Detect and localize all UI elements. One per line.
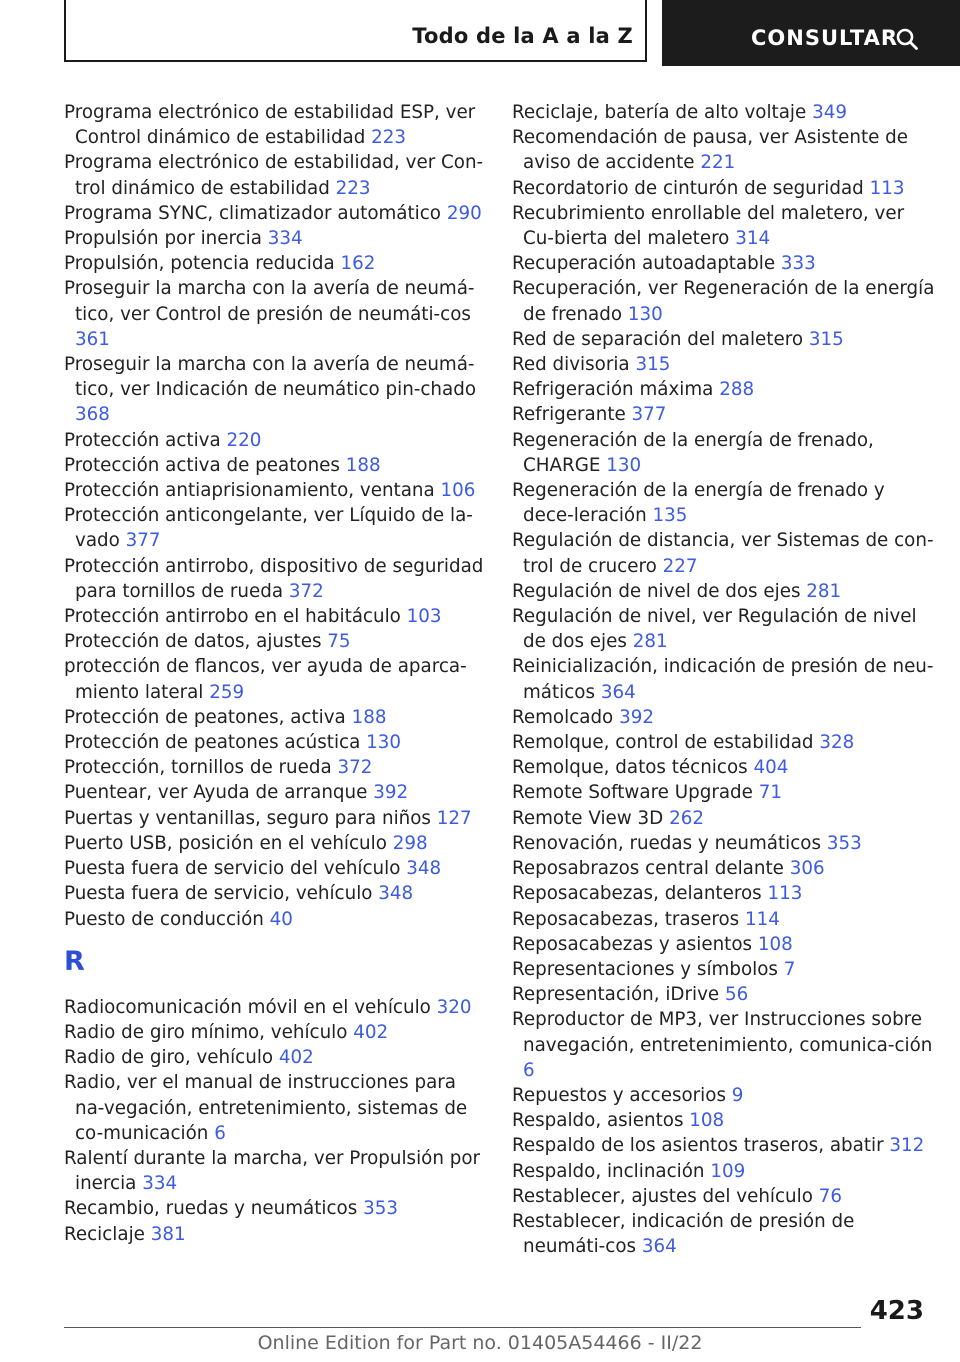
- index-entry: [512, 1108, 937, 1133]
- index-entry-page-link[interactable]: 333: [780, 253, 816, 275]
- index-entry-page-link[interactable]: 76: [818, 1185, 842, 1207]
- index-entry: [512, 276, 937, 326]
- index-entry-page-link[interactable]: 75: [327, 631, 351, 653]
- index-entry: [64, 453, 484, 478]
- index-entry-term: Reposacabezas, traseros: [512, 908, 740, 930]
- index-entry: [64, 276, 484, 352]
- index-entry: [64, 478, 484, 503]
- index-entry-term: Proseguir la marcha con la avería de neumá-tico, ver Control de presión de neumáti-cos: [64, 278, 475, 325]
- index-entry-term: Protección de peatones, activa: [64, 706, 346, 728]
- index-entry-page-link[interactable]: 372: [337, 757, 373, 779]
- index-entry-term: Protección de datos, ajustes: [64, 631, 322, 653]
- index-entry-page-link[interactable]: 348: [378, 883, 414, 905]
- index-entry-page-link[interactable]: 221: [700, 152, 736, 174]
- index-entry-term: Reproductor de MP3, ver Instrucciones sobre navegación, entretenimiento, comunica-ción: [512, 1009, 933, 1056]
- index-entry: [512, 957, 937, 982]
- index-entry-term: Protección, tornillos de rueda: [64, 757, 332, 779]
- index-entry-term: Recomendación de pausa, ver Asistente de aviso de accidente: [512, 127, 909, 174]
- index-entry-term: Respaldo, inclinación: [512, 1160, 705, 1182]
- index-entry-term: Puentear, ver Ayuda de arranque: [64, 782, 368, 804]
- index-entry: [64, 1146, 484, 1196]
- index-entry-page-link[interactable]: 7: [783, 958, 796, 980]
- index-entry-term: Puertas y ventanillas, seguro para niños: [64, 807, 431, 829]
- index-entry-term: Regeneración de la energía de frenado, CHARGE: [512, 429, 874, 476]
- index-entry: [512, 982, 937, 1007]
- index-entry: [512, 1184, 937, 1209]
- index-entry: [512, 528, 937, 578]
- index-entries-right: [512, 100, 937, 1259]
- index-entry-page-link[interactable]: 188: [345, 454, 381, 476]
- index-entry-term: Puesta fuera de servicio, vehículo: [64, 883, 373, 905]
- index-entry-page-link[interactable]: 71: [758, 782, 782, 804]
- index-entry-term: Remote View 3D: [512, 807, 664, 829]
- index-entry-page-link[interactable]: 103: [406, 606, 442, 628]
- index-entry-page-link[interactable]: 223: [371, 127, 407, 149]
- index-entry: [512, 1209, 937, 1259]
- index-entry: [64, 907, 484, 932]
- index-entry-page-link[interactable]: 349: [812, 102, 847, 123]
- index-entry: [64, 428, 484, 453]
- index-entry: [512, 881, 937, 906]
- index-entry: [64, 352, 484, 428]
- index-entry: [512, 780, 937, 805]
- index-entry-page-link[interactable]: 188: [351, 706, 387, 728]
- index-entry: [64, 806, 484, 831]
- index-entry-term: Respaldo de los asientos traseros, abatir: [512, 1135, 884, 1157]
- page-header: [0, 0, 960, 66]
- index-entry: [512, 579, 937, 604]
- index-entry-term: Reposabrazos central delante: [512, 858, 784, 880]
- index-entry-page-link[interactable]: 113: [869, 177, 905, 199]
- index-entry: [64, 755, 484, 780]
- index-entry-term: Propulsión, potencia reducida: [64, 253, 335, 275]
- index-entry-page-link[interactable]: 108: [689, 1110, 725, 1132]
- index-column-left: [64, 100, 484, 1247]
- index-entry-page-link[interactable]: 377: [631, 404, 667, 426]
- index-entry-term: Recuperación, ver Regeneración de la energía de frenado: [512, 278, 935, 325]
- index-entry-term: Radio de giro mínimo, vehículo: [64, 1021, 348, 1043]
- index-entry-term: Refrigeración máxima: [512, 379, 714, 401]
- index-entry-term: protección de flancos, ver ayuda de aparca-miento lateral: [64, 656, 467, 703]
- index-entry-term: Regulación de nivel de dos ejes: [512, 580, 801, 602]
- index-entry-page-link[interactable]: 106: [440, 480, 476, 502]
- index-entry-page-link[interactable]: 334: [267, 228, 303, 250]
- index-entry-term: Refrigerante: [512, 404, 626, 426]
- index-entry-page-link[interactable]: 262: [669, 807, 704, 829]
- index-entry-term: Programa electrónico de estabilidad ESP, ver Control dinámico de estabilidad: [64, 102, 476, 149]
- index-entry: [64, 554, 484, 604]
- index-entry-page-link[interactable]: 288: [719, 379, 755, 401]
- index-entry-term: Renovación, ruedas y neumáticos: [512, 832, 822, 854]
- index-entry: [64, 1222, 484, 1247]
- index-entry: [512, 100, 937, 125]
- index-entry-term: Ralentí durante la marcha, ver Propulsión por inercia: [64, 1147, 481, 1195]
- page-number: 423: [869, 1296, 924, 1326]
- index-entry: [64, 780, 484, 805]
- index-entry-page-link[interactable]: 392: [619, 706, 654, 728]
- index-entry: [64, 730, 484, 755]
- index-entry-term: Reciclaje, batería de alto voltaje: [512, 102, 807, 123]
- index-entry: [512, 604, 937, 654]
- index-entry-page-link[interactable]: 162: [340, 253, 376, 275]
- index-entry-page-link[interactable]: 109: [710, 1160, 746, 1182]
- index-column-right: [512, 100, 937, 1259]
- index-entry-term: Radio, ver el manual de instrucciones para na-vegación, entretenimiento, sistemas de co-municación: [64, 1072, 468, 1144]
- index-entry-term: Red de separación del maletero: [512, 328, 804, 350]
- index-entry: [64, 654, 484, 704]
- index-entry-page-link[interactable]: 372: [288, 580, 324, 602]
- index-entry-term: Recubrimiento enrollable del maletero, ver Cu-bierta del maletero: [512, 202, 905, 250]
- index-entry-term: Respaldo, asientos: [512, 1110, 684, 1132]
- index-entry: [512, 932, 937, 957]
- index-entry: [512, 1083, 937, 1108]
- index-entry: [512, 755, 937, 780]
- index-entry: [512, 654, 937, 704]
- index-entry-term: Programa SYNC, climatizador automático: [64, 202, 441, 224]
- index-entry-page-link[interactable]: 314: [735, 228, 771, 250]
- index-entry-page-link[interactable]: 9: [731, 1084, 744, 1106]
- index-entry: [512, 730, 937, 755]
- index-entry-term: Radiocomunicación móvil en el vehículo: [64, 996, 431, 1018]
- index-entry: [64, 251, 484, 276]
- index-entry-page-link[interactable]: 6: [214, 1122, 226, 1144]
- index-entry-term: Remote Software Upgrade: [512, 782, 753, 804]
- index-entry-page-link[interactable]: 281: [806, 580, 842, 602]
- index-entry-page-link[interactable]: 135: [652, 505, 688, 527]
- index-entry-page-link[interactable]: 56: [724, 984, 749, 1006]
- index-entry-page-link[interactable]: 364: [641, 1236, 677, 1258]
- index-entry-page-link[interactable]: 364: [600, 681, 636, 703]
- index-entry: [512, 1159, 937, 1184]
- index-entry-term: Remolcado: [512, 706, 614, 728]
- index-entry-term: Puesta fuera de servicio del vehículo: [64, 858, 401, 880]
- index-entry-page-link[interactable]: 259: [209, 681, 245, 703]
- index-entry: [64, 995, 484, 1020]
- index-entry-page-link[interactable]: 328: [819, 732, 855, 754]
- index-entry-term: Repuestos y accesorios: [512, 1084, 726, 1106]
- index-entry-term: Protección anticongelante, ver Líquido de la-vado: [64, 505, 473, 552]
- index-entry: [512, 478, 937, 528]
- index-entry-page-link[interactable]: 114: [745, 908, 780, 930]
- index-entry: [64, 629, 484, 654]
- index-entry-term: Protección activa: [64, 429, 221, 451]
- index-entry: [512, 327, 937, 352]
- index-entries-r: [64, 995, 484, 1247]
- index-entry-page-link[interactable]: 108: [757, 933, 793, 955]
- index-entry-term: Protección antirrobo, dispositivo de seguridad para tornillos de rueda: [64, 555, 484, 602]
- index-entry: [64, 201, 484, 226]
- index-entry-page-link[interactable]: 381: [150, 1223, 186, 1245]
- index-entry-page-link[interactable]: 377: [125, 530, 161, 552]
- index-entry: [64, 1070, 484, 1146]
- index-entry-page-link[interactable]: 281: [632, 631, 668, 653]
- index-entry: [512, 907, 937, 932]
- index-entry: [64, 1045, 484, 1070]
- index-entry-term: Regulación de nivel, ver Regulación de nivel de dos ejes: [512, 606, 917, 653]
- index-entry: [512, 352, 937, 377]
- index-entry-page-link[interactable]: 404: [753, 757, 789, 779]
- tab-a-to-z-label: Todo de la A a la Z: [412, 24, 633, 48]
- index-entry-term: Puesto de conducción: [64, 908, 264, 930]
- index-entry-term: Recambio, ruedas y neumáticos: [64, 1198, 358, 1220]
- index-entry-term: Red divisoria: [512, 354, 630, 376]
- index-entry-term: Proseguir la marcha con la avería de neumá-tico, ver Indicación de neumático pin-chado: [64, 354, 477, 401]
- index-entry: [512, 377, 937, 402]
- index-entry-page-link[interactable]: 334: [142, 1173, 178, 1195]
- index-entry-term: Representación, iDrive: [512, 984, 720, 1006]
- index-entry-page-link[interactable]: 223: [335, 177, 371, 199]
- index-entry-page-link[interactable]: 361: [75, 328, 110, 350]
- index-entry-term: Protección antiaprisionamiento, ventana: [64, 480, 435, 502]
- index-entry-page-link[interactable]: 130: [366, 732, 402, 754]
- index-entry: [64, 1196, 484, 1221]
- index-entry-term: Reposacabezas, delanteros: [512, 883, 762, 905]
- index-entry: [64, 856, 484, 881]
- index-entry: [64, 503, 484, 553]
- index-entry-page-link[interactable]: 402: [278, 1047, 314, 1069]
- footer-divider: [64, 1327, 861, 1328]
- index-entry-page-link[interactable]: 368: [75, 404, 110, 426]
- index-entry-page-link[interactable]: 290: [446, 202, 482, 224]
- index-entry-page-link[interactable]: 315: [808, 328, 844, 350]
- index-entry: [512, 806, 937, 831]
- search-icon: [896, 28, 918, 50]
- index-entry-term: Reposacabezas y asientos: [512, 933, 753, 955]
- index-entry: [512, 125, 937, 175]
- index-entry-term: Recordatorio de cinturón de seguridad: [512, 177, 864, 199]
- index-entry: [64, 226, 484, 251]
- tab-consult-label: CONSULTAR: [751, 26, 899, 50]
- index-entry: [512, 1133, 937, 1158]
- index-entry-page-link[interactable]: 6: [523, 1059, 535, 1081]
- index-entry: [64, 881, 484, 906]
- index-entry: [512, 201, 937, 251]
- index-entry-term: Reinicialización, indicación de presión de neu-máticos: [512, 656, 934, 703]
- index-entry-term: Protección antirrobo en el habitáculo: [64, 606, 401, 628]
- index-entry-page-link[interactable]: 353: [826, 832, 862, 854]
- index-entry-term: Remolque, control de estabilidad: [512, 732, 814, 754]
- index-entry: [512, 428, 937, 478]
- index-entry-page-link[interactable]: 312: [889, 1135, 925, 1157]
- index-entry-term: Reciclaje: [64, 1223, 145, 1245]
- footer-edition: Online Edition for Part no. 01405A54466 - II/22: [257, 1332, 703, 1354]
- index-entry-page-link[interactable]: 220: [226, 429, 262, 451]
- index-entry-term: Puerto USB, posición en el vehículo: [64, 832, 387, 854]
- index-entry-term: Restablecer, indicación de presión de neumáti-cos: [512, 1210, 855, 1258]
- index-entry-page-link[interactable]: 298: [392, 832, 428, 854]
- index-entry: [64, 150, 484, 200]
- index-entry: [512, 831, 937, 856]
- index-entry: [512, 251, 937, 276]
- index-entry: [512, 705, 937, 730]
- index-entry: [512, 402, 937, 427]
- index-entry: [512, 856, 937, 881]
- index-entry: [64, 100, 484, 150]
- index-entry-page-link[interactable]: 392: [373, 782, 409, 804]
- index-entry-page-link[interactable]: 40: [269, 908, 293, 930]
- index-entry-term: Regulación de distancia, ver Sistemas de con-trol de crucero: [512, 530, 934, 577]
- index-entry-term: Remolque, datos técnicos: [512, 757, 748, 779]
- index-entry-page-link[interactable]: 113: [767, 883, 803, 905]
- index-entry-page-link[interactable]: 127: [436, 807, 472, 829]
- index-entry-term: Programa electrónico de estabilidad, ver Con-trol dinámico de estabilidad: [64, 152, 484, 199]
- index-entry-page-link[interactable]: 227: [662, 555, 698, 577]
- index-entry: [64, 831, 484, 856]
- index-entry: [64, 604, 484, 629]
- index-entry-page-link[interactable]: 348: [406, 858, 442, 880]
- index-entry: [64, 1020, 484, 1045]
- index-entry-term: Restablecer, ajustes del vehículo: [512, 1185, 813, 1207]
- index-entry-term: Radio de giro, vehículo: [64, 1047, 274, 1069]
- index-entry-term: Protección activa de peatones: [64, 454, 340, 476]
- index-entry-page-link[interactable]: 130: [606, 454, 642, 476]
- index-entry-term: Propulsión por inercia: [64, 228, 262, 250]
- index-entry: [64, 705, 484, 730]
- index-entry-page-link[interactable]: 353: [363, 1198, 398, 1220]
- index-entry-term: Regeneración de la energía de frenado y dece-leración: [512, 480, 885, 527]
- index-entry-term: Protección de peatones acústica: [64, 732, 361, 754]
- index-entry-page-link[interactable]: 306: [789, 858, 825, 880]
- index-entry: [512, 1007, 937, 1083]
- tab-consult[interactable]: [662, 0, 960, 66]
- index-entry-page-link[interactable]: 130: [627, 303, 663, 325]
- index-entry-term: Representaciones y símbolos: [512, 958, 778, 980]
- index-entry-term: Recuperación autoadaptable: [512, 253, 776, 275]
- section-letter-r: R: [64, 945, 85, 977]
- tab-a-to-z[interactable]: [64, 0, 647, 62]
- index-entry-page-link[interactable]: 315: [635, 354, 671, 376]
- index-entry-page-link[interactable]: 402: [353, 1021, 389, 1043]
- index-entry-page-link[interactable]: 320: [436, 996, 472, 1018]
- index-entries-p: [64, 100, 484, 932]
- index-entry: [512, 176, 937, 201]
